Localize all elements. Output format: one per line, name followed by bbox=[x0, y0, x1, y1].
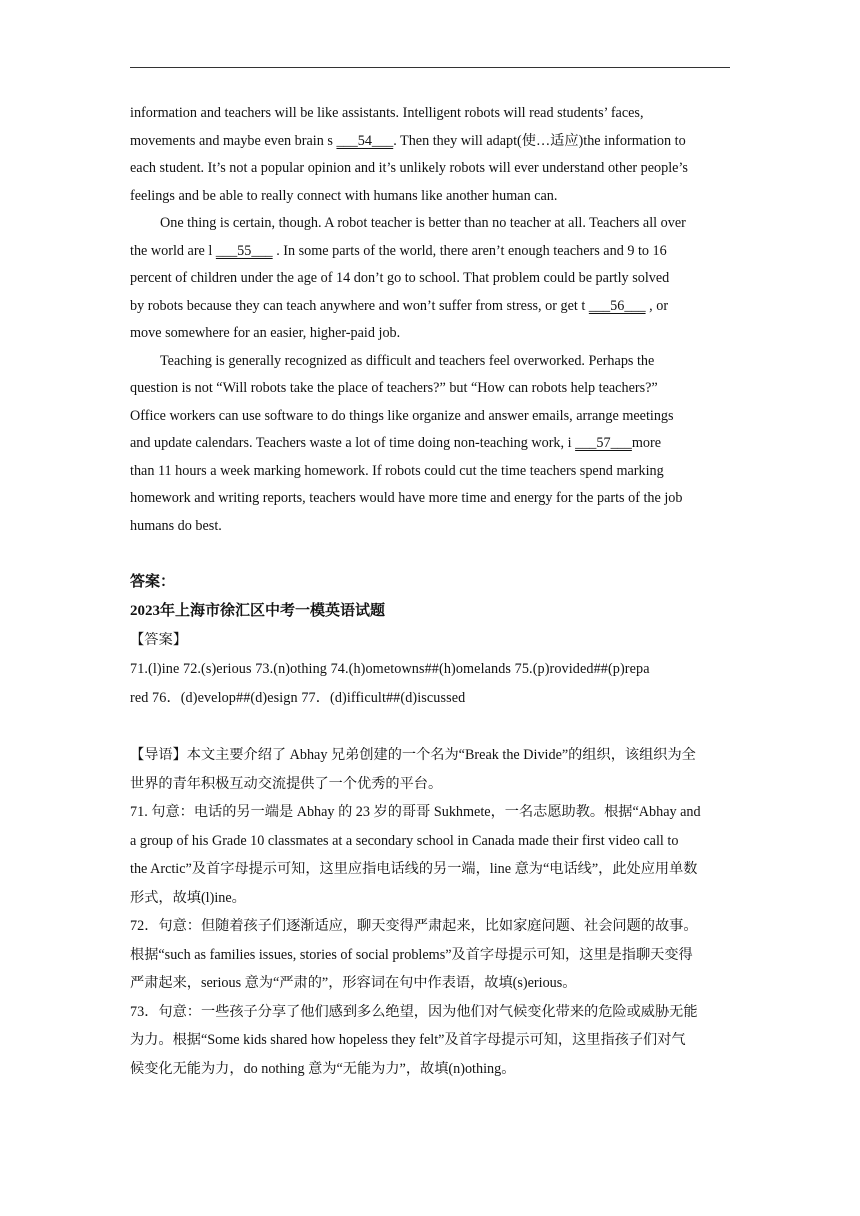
explanation-line: 候变化无能为力，do nothing 意为“无能为力”，故填(n)othing。 bbox=[130, 1060, 516, 1077]
answers-line: red 76．(d)evelop##(d)esign 77．(d)ifficult##(d)iscussed bbox=[130, 690, 466, 706]
explanation-71 bbox=[130, 798, 732, 912]
text-line: One thing is certain, though. A robot teacher is better than no teacher at all. Teachers all over bbox=[160, 215, 686, 231]
passage-paragraph-2 bbox=[130, 210, 732, 348]
blank-56: ___56___ bbox=[588, 297, 646, 314]
answer-tag: 【答案】 bbox=[130, 632, 188, 648]
exam-title: 2023年上海市徐汇区中考一模英语试题 bbox=[130, 603, 386, 619]
explanation-line: 严肃起来，serious 意为“严肃的”，形容词在句中作表语，故填(s)erious。 bbox=[130, 975, 577, 991]
text-line: each student. It’s not a popular opinion and it’s unlikely robots will ever understand other people’s bbox=[130, 160, 688, 176]
spacer bbox=[130, 540, 732, 568]
explanation-line: 71. 句意：电话的另一端是 Abhay 的 23 岁的哥哥 Sukhmete，一名志愿助教。根据“Abhay and bbox=[130, 804, 701, 820]
text-line: information and teachers will be like assistants. Intelligent robots will read students’ faces, bbox=[130, 105, 644, 121]
explanation-line: 世界的青年积极互动交流提供了一个优秀的平台。 bbox=[130, 775, 443, 792]
explanation-guide bbox=[130, 741, 732, 798]
explanation-line: the Arctic”及首字母提示可知，这里应指电话线的另一端，line 意为“电话线”，此处应用单数 bbox=[130, 861, 698, 877]
document-body bbox=[130, 100, 732, 1083]
text-line: homework and writing reports, teachers would have more time and energy for the parts of the job bbox=[130, 490, 683, 506]
explanation-line: 形式，故填(l)ine。 bbox=[130, 889, 246, 906]
text-line: percent of children under the age of 14 don’t go to school. That problem could be partly solved bbox=[130, 270, 670, 286]
text-line: Teaching is generally recognized as difficult and teachers feel overworked. Perhaps the bbox=[160, 352, 655, 369]
explanation-line: 根据“such as families issues, stories of social problems”及首字母提示可知，这里是指聊天变得 bbox=[130, 946, 693, 963]
answers-line: 71.(l)ine 72.(s)erious 73.(n)othing 74.(h)ometowns##(h)omelands 75.(p)rovided##(p)repa bbox=[130, 661, 650, 677]
passage-paragraph-3 bbox=[130, 348, 732, 541]
answer-label: 答案： bbox=[130, 574, 176, 590]
explanation-73 bbox=[130, 998, 732, 1084]
text-line: the world are l ___55___ . In some parts of the world, there aren’t enough teachers and 9 to 16 bbox=[130, 242, 667, 259]
header-rule bbox=[130, 67, 730, 68]
spacer bbox=[130, 713, 732, 741]
text-line: humans do best. bbox=[130, 517, 222, 534]
explanation-line: 【导语】本文主要介绍了 Abhay 兄弟创建的一个名为“Break the Divide”的组织，该组织为全 bbox=[130, 747, 696, 763]
explanation-line: 为力。根据“Some kids shared how hopeless they felt”及首字母提示可知，这里指孩子们对气 bbox=[130, 1032, 686, 1048]
explanation-line: 72．句意：但随着孩子们逐渐适应，聊天变得严肃起来，比如家庭问题、社会问题的故事。 bbox=[130, 918, 698, 934]
text-line: and update calendars. Teachers waste a lot of time doing non-teaching work, i ___57___more bbox=[130, 435, 662, 451]
text-line: by robots because they can teach anywhere and won’t suffer from stress, or get t ___56___ , or bbox=[130, 297, 669, 314]
blank-55: ___55___ bbox=[215, 242, 273, 259]
text-line: move somewhere for an easier, higher-paid job. bbox=[130, 325, 401, 341]
text-line: than 11 hours a week marking homework. If robots could cut the time teachers spend marking bbox=[130, 462, 664, 479]
text-line: question is not “Will robots take the place of teachers?” but “How can robots help teachers?” bbox=[130, 380, 658, 396]
text-line: movements and maybe even brain s ___54___. Then they will adapt(使…适应)the information to bbox=[130, 132, 686, 149]
explanation-line: 73．句意：一些孩子分享了他们感到多么绝望，因为他们对气候变化带来的危险或威胁无能 bbox=[130, 1003, 698, 1020]
blank-57: ___57___ bbox=[575, 435, 632, 451]
text-line: Office workers can use software to do things like organize and answer emails, arrange meetings bbox=[130, 407, 674, 424]
passage-paragraph-1 bbox=[130, 100, 732, 210]
text-line: feelings and be able to really connect with humans like another human can. bbox=[130, 187, 558, 204]
explanation-line: a group of his Grade 10 classmates at a secondary school in Canada made their first video call to bbox=[130, 832, 679, 849]
blank-54: ___54___ bbox=[336, 132, 394, 149]
explanation-72 bbox=[130, 912, 732, 998]
